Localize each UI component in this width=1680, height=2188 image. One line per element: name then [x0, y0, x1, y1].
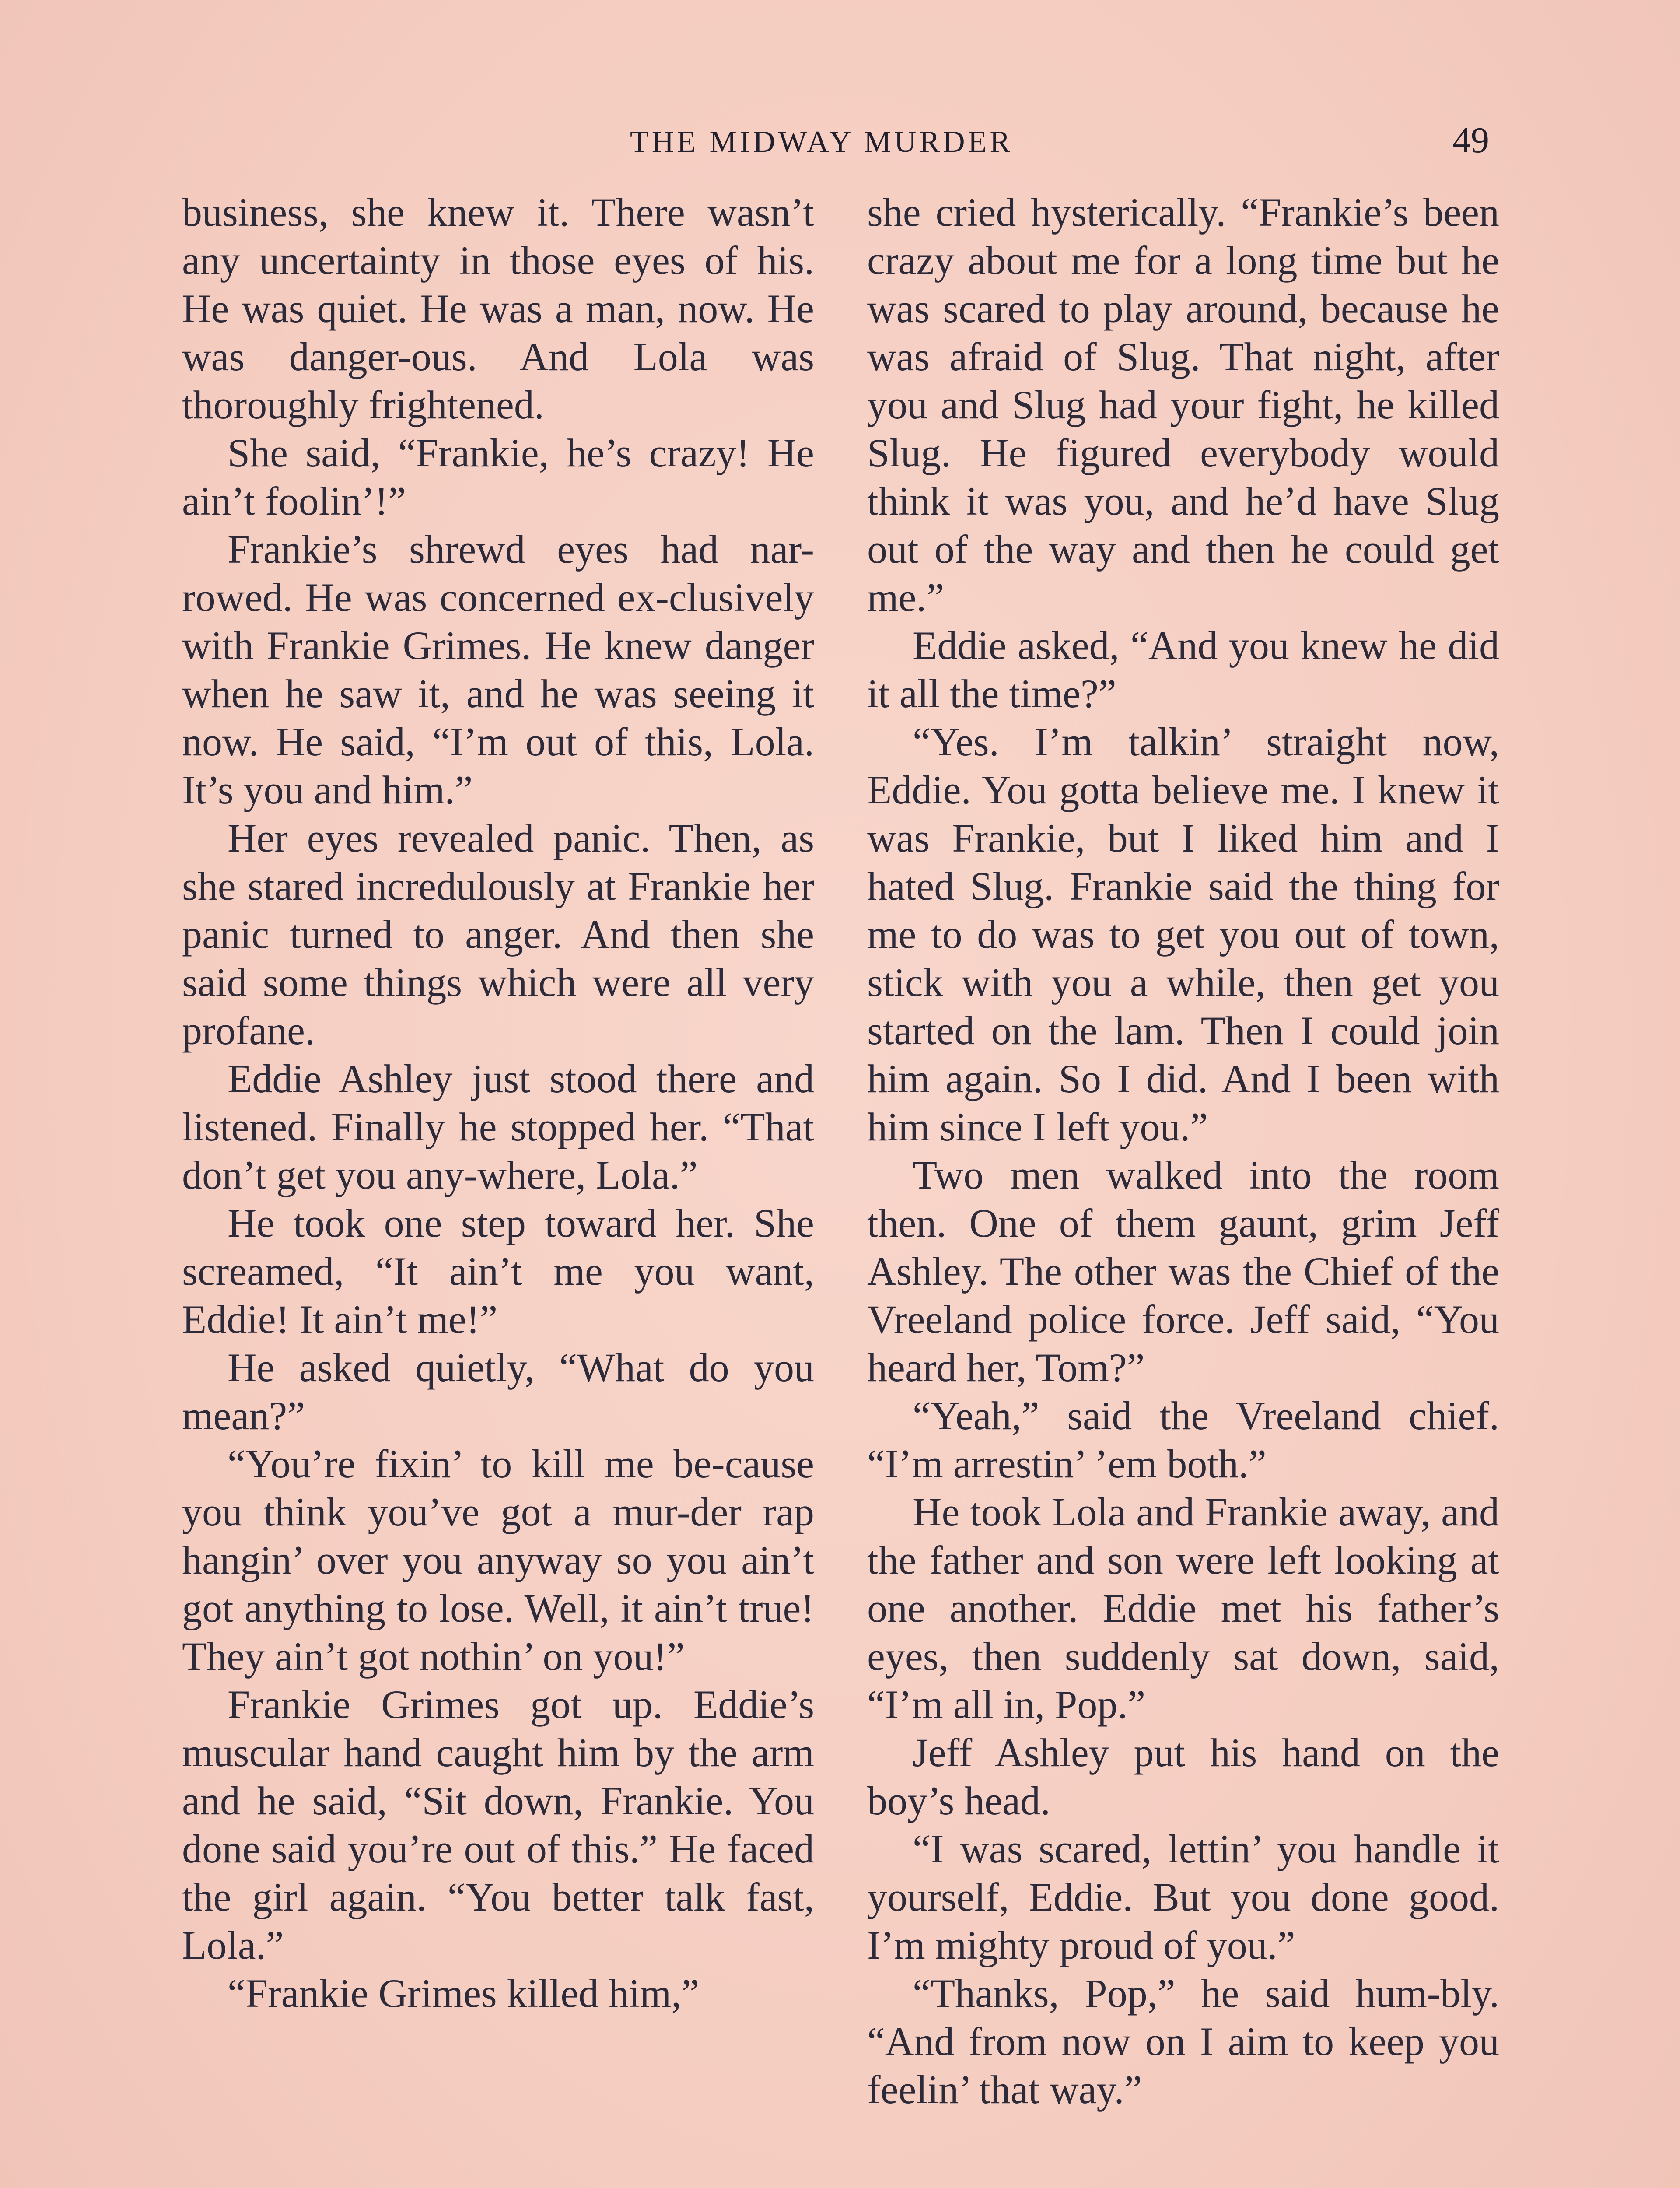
paragraph: Her eyes revealed panic. Then, as she stared incredulously at Frankie her panic turned to anger. And then she said some things which were all very profane.: [182, 816, 814, 1053]
paragraph: He took one step toward her. She screamed, “It ain’t me you want, Eddie! It ain’t me!”: [182, 1201, 814, 1342]
paragraph: “Frankie Grimes killed him,”: [228, 1971, 700, 2016]
paragraph: business, she knew it. There wasn’t any uncertainty in those eyes of his. He was quiet. He was a man, now. He was danger-ous. And Lola was thoroughly frightened.: [182, 190, 814, 427]
paragraph: He took Lola and Frankie away, and the father and son were left looking at one another. Eddie met his father’s eyes, then suddenly sat down, said, “I’m all in, Pop.”: [867, 1490, 1499, 1727]
paragraph: “Yes. I’m talkin’ straight now, Eddie. You gotta believe me. I knew it was Frankie, but I liked him and I hated Slug. Frankie said the thing for me to do was to get you out of town, stick with you a while, then get you started on the lam. Then I could join him again. So I did. And I been with him since I left you.”: [867, 719, 1499, 1149]
running-title: THE MIDWAY MURDER: [630, 125, 1014, 159]
right-text-column: [867, 188, 1499, 2114]
paragraph: Frankie Grimes got up. Eddie’s muscular hand caught him by the arm and he said, “Sit down, Frankie. You done said you’re out of this.” He faced the girl again. “You better talk fast, Lola.”: [182, 1682, 814, 1967]
paragraph: Eddie Ashley just stood there and listened. Finally he stopped her. “That don’t get you any-where, Lola.”: [182, 1056, 814, 1197]
paragraph: “You’re fixin’ to kill me be-cause you think you’ve got a mur-der rap hangin’ over you anyway so you ain’t got anything to lose. Well, it ain’t true! They ain’t got nothin’ on you!”: [182, 1441, 814, 1679]
left-text-column: [182, 188, 814, 2017]
paragraph: “Thanks, Pop,” he said hum-bly. “And from now on I aim to keep you feelin’ that way.”: [867, 1971, 1499, 2112]
paragraph: Two men walked into the room then. One of them gaunt, grim Jeff Ashley. The other was the Chief of the Vreeland police force. Jeff said, “You heard her, Tom?”: [867, 1153, 1499, 1390]
paragraph: she cried hysterically. “Frankie’s been crazy about me for a long time but he was scared to play around, because he was afraid of Slug. That night, after you and Slug had your fight, he killed Slug. He figured everybody would think it was you, and he’d have Slug out of the way and then he could get me.”: [867, 190, 1499, 620]
paragraph: Frankie’s shrewd eyes had nar-rowed. He was concerned ex-clusively with Frankie Grimes. He knew danger when he saw it, and he was seeing it now. He said, “I’m out of this, Lola. It’s you and him.”: [182, 527, 814, 812]
paragraph: “Yeah,” said the Vreeland chief. “I’m arrestin’ ’em both.”: [867, 1393, 1499, 1486]
paragraph: Jeff Ashley put his hand on the boy’s head.: [867, 1730, 1499, 1823]
paragraph: She said, “Frankie, he’s crazy! He ain’t foolin’!”: [182, 431, 814, 523]
paragraph: “I was scared, lettin’ you handle it yourself, Eddie. But you done good. I’m mighty proud of you.”: [867, 1827, 1499, 1967]
paragraph: He asked quietly, “What do you mean?”: [182, 1345, 814, 1438]
paragraph: Eddie asked, “And you knew he did it all the time?”: [867, 623, 1499, 716]
page-number: 49: [1452, 120, 1489, 161]
